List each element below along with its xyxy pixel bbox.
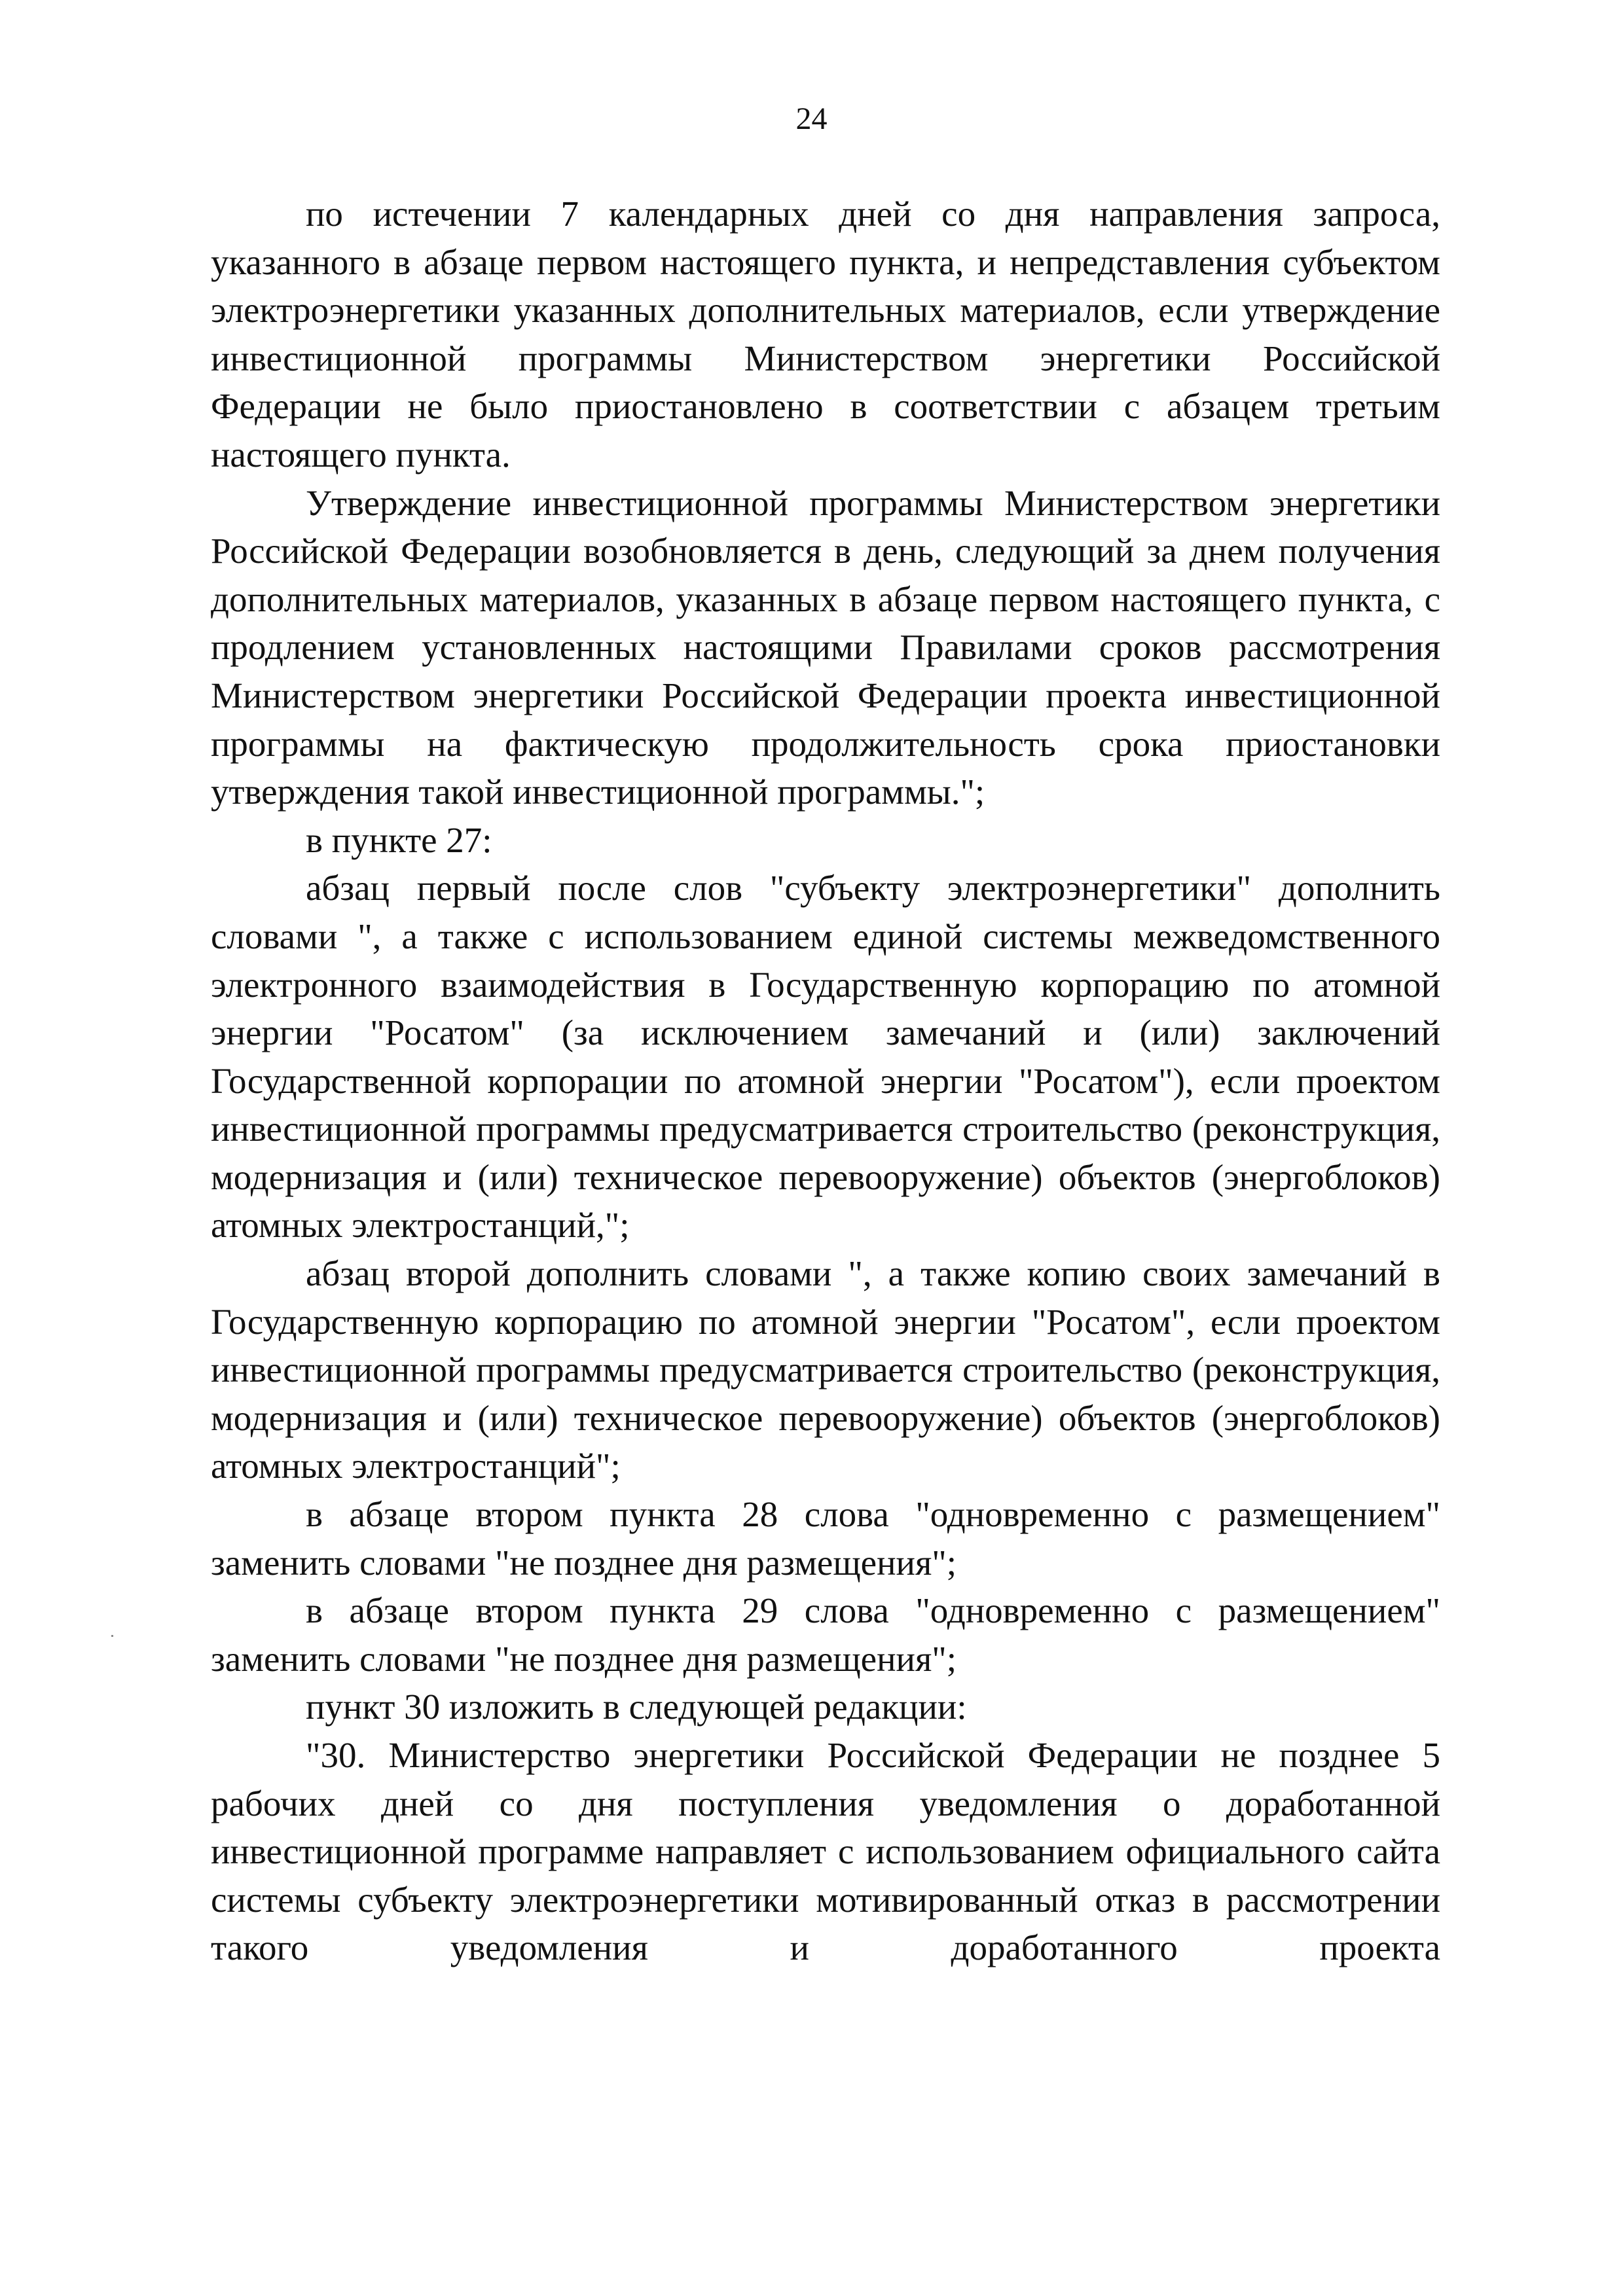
paragraph-point-30-text: "30. Министерство энергетики Российской Федерации не позднее 5 рабочих дней со дня поступления уведомления о доработанной инвестиционной программе направляет с использованием официального сайта системы субъекту электроэнергетики мотивированный отказ в рассмотрении такого уведомления и доработанного проекта	[211, 1735, 1440, 1968]
paragraph-approval-resumption: Утверждение инвестиционной программы Министерством энергетики Российской Федерации возобновляется в день, следующий за днем получения дополнительных материалов, указанных в абзаце первом настоящего пункта, с продлением установленных настоящими Правилами сроков рассмотрения Министерством энергетики Российской Федерации проекта инвестиционной программы на фактическую продолжительность срока приостановки утверждения такой инвестиционной программы.";	[211, 482, 1440, 812]
scan-artifact	[111, 1635, 113, 1637]
paragraph-point-27-intro: в пункте 27:	[306, 819, 492, 860]
paragraph-point-29-amendment: в абзаце втором пункта 29 слова "одновременно с размещением" заменить словами "не позднее дня размещения";	[211, 1590, 1440, 1679]
paragraph-investment-deadline: по истечении 7 календарных дней со дня направления запроса, указанного в абзаце первом настоящего пункта, и непредставления субъектом электроэнергетики указанных дополнительных материалов, если утверждение инвестиционной программы Министерством энергетики Российской Федерации не было приостановлено в соответствии с абзацем третьим настоящего пункта.	[211, 194, 1440, 475]
paragraph-point-27-second-amendment: абзац второй дополнить словами ", а также копию своих замечаний в Государственную корпорацию по атомной энергии "Росатом", если проектом инвестиционной программы предусматривается строительство (реконструкция, модернизация и (или) техническое перевооружение) объектов (энергоблоков) атомных электростанций";	[211, 1253, 1440, 1486]
paragraph-point-27-first-amendment: абзац первый после слов "субъекту электроэнергетики" дополнить словами ", а также с использованием единой системы межведомственного электронного взаимодействия в Государственную корпорацию по атомной энергии "Росатом" (за исключением замечаний и (или) заключений Государственной корпорации по атомной энергии "Росатом"), если проектом инвестиционной программы предусматривается строительство (реконструкция, модернизация и (или) техническое перевооружение) объектов (энергоблоков) атомных электростанций,";	[211, 868, 1440, 1246]
paragraph-point-28-amendment: в абзаце втором пункта 28 слова "одновременно с размещением" заменить словами "не позднее дня размещения";	[211, 1494, 1440, 1583]
document-body	[211, 190, 1440, 1972]
paragraph-point-30-intro: пункт 30 изложить в следующей редакции:	[306, 1687, 967, 1727]
page-number: 24	[795, 101, 828, 136]
